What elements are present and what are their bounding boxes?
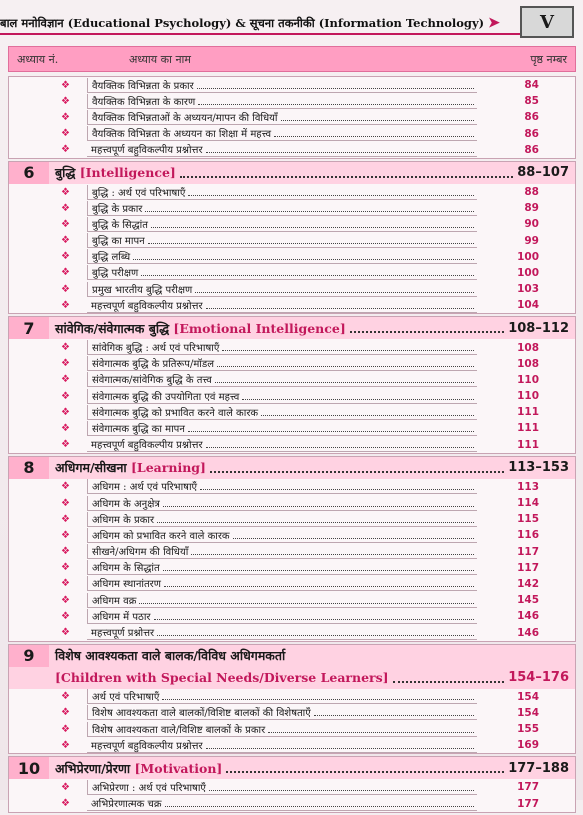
chapter-subtitle-row — [9, 667, 575, 689]
diamond-bullet-icon: ❖ — [61, 739, 70, 751]
toc-entry — [9, 184, 575, 200]
toc-entry — [9, 281, 575, 297]
diamond-bullet-icon: ❖ — [61, 186, 70, 198]
dot-leader — [145, 204, 474, 212]
dot-leader — [261, 408, 474, 416]
chapter-item-list — [9, 479, 575, 641]
chapter-title-english: [Learning] — [131, 460, 206, 476]
toc-entry-page: 115 — [517, 513, 539, 526]
toc-entry-box — [87, 705, 477, 720]
toc-entry-page: 145 — [517, 594, 539, 607]
chapter-title-hindi: सांवेगिक/संवेगात्मक बुद्धि — [55, 320, 170, 336]
chapter-number: 10 — [9, 757, 49, 779]
chapter-number: 7 — [9, 317, 49, 339]
intro-item-list — [9, 77, 575, 158]
diamond-bullet-icon: ❖ — [61, 79, 70, 91]
toc-entry-box — [87, 738, 477, 753]
toc-entry-label: संवेगात्मक/सांवेगिक बुद्धि के तत्त्व — [92, 375, 212, 387]
toc-entry-box — [87, 185, 477, 200]
chapter-page-range: 88–107 — [517, 165, 569, 181]
toc-entry — [9, 437, 575, 453]
toc-entry-page: 114 — [517, 497, 539, 510]
toc-entry-box — [87, 576, 477, 591]
toc-entry-label: महत्त्वपूर्ण बहुविकल्पीय प्रश्नोत्तर — [91, 440, 203, 452]
page-number-badge: V — [520, 6, 574, 38]
toc-entry-label: सीखने/अधिगम की विधियाँ — [92, 547, 189, 559]
toc-entry-label: संवेगात्मक बुद्धि के प्रतिरूप/मॉडल — [92, 359, 215, 371]
toc-entry — [9, 249, 575, 265]
toc-entry-page: 88 — [524, 186, 539, 199]
toc-entry — [9, 126, 575, 142]
toc-entry — [9, 608, 575, 624]
diamond-bullet-icon: ❖ — [61, 497, 70, 509]
diamond-bullet-icon: ❖ — [61, 374, 70, 386]
col-chapter-name: अध्याय का नाम — [129, 52, 191, 66]
diamond-bullet-icon: ❖ — [61, 202, 70, 214]
toc-entry-box — [87, 593, 477, 608]
chapter-section — [8, 756, 576, 812]
diamond-bullet-icon: ❖ — [61, 299, 70, 311]
toc-entry-box — [87, 689, 477, 704]
toc-entry-box — [87, 142, 477, 157]
toc-entry-label: बुद्धि परीक्षण — [92, 268, 139, 280]
dot-leader — [139, 596, 474, 604]
dot-leader — [180, 168, 513, 178]
toc-entry-page: 108 — [517, 341, 539, 354]
diamond-bullet-icon: ❖ — [61, 594, 70, 606]
toc-entry-label: बुद्धि : अर्थ एवं परिभाषाएँ — [92, 187, 186, 199]
dot-leader — [157, 628, 474, 636]
chapter-title-english: [Motivation] — [134, 760, 223, 776]
toc-entry — [9, 233, 575, 249]
toc-entry-page: 110 — [517, 390, 539, 403]
toc-entry-label: अभिप्रेरणात्मक चक्र — [91, 799, 162, 811]
dot-leader — [188, 424, 474, 432]
diamond-bullet-icon: ❖ — [61, 578, 70, 590]
diamond-bullet-icon: ❖ — [61, 406, 70, 418]
toc-entry — [9, 737, 575, 753]
toc-entry — [9, 200, 575, 216]
toc-entry-box — [87, 201, 477, 216]
diamond-bullet-icon: ❖ — [61, 342, 70, 354]
chapter-title — [49, 647, 285, 664]
toc-entry-page: 89 — [524, 202, 539, 215]
chapter-title — [49, 459, 206, 476]
toc-entry-label: अधिगम के प्रकार — [92, 514, 155, 526]
toc-entry-page: 85 — [524, 95, 539, 108]
dot-leader — [188, 188, 474, 196]
toc-entry-label: महत्त्वपूर्ण बहुविकल्पीय प्रश्नोत्तर — [91, 740, 203, 752]
toc-entry-box — [87, 340, 477, 355]
dot-leader — [393, 673, 505, 683]
toc-entry-page: 110 — [517, 373, 539, 386]
toc-entry-label: वैयक्तिक विभिन्नताओं के अध्ययन/मापन की विधियाँ — [92, 112, 278, 124]
toc-entry-label: अभिप्रेरणा : अर्थ एवं परिभाषाएँ — [92, 782, 206, 794]
toc-entry — [9, 544, 575, 560]
header-rule — [0, 33, 520, 35]
toc-entry-box — [87, 110, 477, 125]
toc-entry-page: 84 — [524, 79, 539, 92]
toc-entry-page: 177 — [517, 781, 539, 794]
chapter-heading — [9, 162, 575, 184]
toc-entry-label: अधिगम को प्रभावित करने वाले कारक — [92, 530, 230, 542]
toc-entry — [9, 511, 575, 527]
toc-entry-label: अधिगम के सिद्धांत — [92, 563, 160, 575]
toc-entry — [9, 592, 575, 608]
toc-entry-label: प्रमुख भारतीय बुद्धि परीक्षण — [92, 284, 193, 296]
dot-leader — [268, 725, 474, 733]
toc-entry — [9, 576, 575, 592]
diamond-bullet-icon: ❖ — [61, 422, 70, 434]
dot-leader — [133, 252, 474, 260]
toc-entry — [9, 356, 575, 372]
toc-entry — [9, 624, 575, 640]
chapter-item-list — [9, 339, 575, 452]
chapter-number: 9 — [9, 645, 49, 667]
dot-leader — [164, 579, 474, 587]
toc-entry-box — [87, 233, 477, 248]
dot-leader — [154, 612, 475, 620]
dot-leader — [162, 692, 474, 700]
toc-entry — [9, 77, 575, 93]
toc-entry-label: अधिगम : अर्थ एवं परिभाषाएँ — [92, 482, 198, 494]
dot-leader — [206, 741, 474, 749]
toc-entry-label: बुद्धि लब्धि — [92, 252, 131, 264]
toc-entry-box — [87, 298, 477, 313]
toc-entry-box — [87, 560, 477, 575]
toc-entry-page: 90 — [524, 218, 539, 231]
column-header-band — [8, 46, 576, 72]
chapter-title-english: [Emotional Intelligence] — [173, 320, 346, 336]
chapter-title — [49, 164, 176, 181]
toc-entry-page: 99 — [524, 234, 539, 247]
diamond-bullet-icon: ❖ — [61, 251, 70, 263]
dot-leader — [350, 323, 504, 333]
diamond-bullet-icon: ❖ — [61, 529, 70, 541]
chapter-title — [49, 320, 346, 337]
chapter-number: 8 — [9, 457, 49, 479]
chapter-section — [8, 644, 576, 755]
dot-leader — [210, 463, 504, 473]
toc-entry-box — [87, 405, 477, 420]
toc-entry-box — [87, 249, 477, 264]
dot-leader — [226, 763, 504, 773]
toc-entry-box — [87, 265, 477, 280]
dot-leader — [191, 547, 474, 555]
diamond-bullet-icon: ❖ — [61, 546, 70, 558]
running-header-title: बाल मनोविज्ञान (Educational Psychology) & सूचना तकनीकी (Information Technology) — [0, 15, 485, 30]
toc-entry-label: बुद्धि के सिद्धांत — [92, 219, 148, 231]
toc-entry-box — [87, 78, 477, 93]
diamond-bullet-icon: ❖ — [61, 144, 70, 156]
dot-leader — [206, 145, 474, 153]
chapter-title — [49, 760, 222, 777]
diamond-bullet-icon: ❖ — [61, 723, 70, 735]
toc-entry-page: 104 — [517, 299, 539, 312]
toc-entry-page: 103 — [517, 283, 539, 296]
toc-entry — [9, 560, 575, 576]
running-header — [0, 10, 520, 36]
chapter-section — [8, 161, 576, 315]
toc-entry — [9, 779, 575, 795]
diamond-bullet-icon: ❖ — [61, 283, 70, 295]
diamond-bullet-icon: ❖ — [61, 781, 70, 793]
chapter-item-list — [9, 184, 575, 314]
dot-leader — [148, 236, 474, 244]
diamond-bullet-icon: ❖ — [61, 481, 70, 493]
diamond-bullet-icon: ❖ — [61, 128, 70, 140]
dot-leader — [242, 392, 474, 400]
toc-entry — [9, 265, 575, 281]
toc-entry — [9, 388, 575, 404]
toc-entry — [9, 404, 575, 420]
toc-entry-page: 86 — [524, 143, 539, 156]
toc-entry-page: 116 — [517, 529, 539, 542]
toc-entry-label: महत्त्वपूर्ण प्रश्नोत्तर — [91, 628, 155, 640]
chapter-title-english: [Children with Special Needs/Diverse Learners] — [55, 670, 389, 686]
toc-entry — [9, 705, 575, 721]
chapter-item-list — [9, 689, 575, 754]
dot-leader — [206, 301, 474, 309]
dot-leader — [151, 220, 474, 228]
toc-entry-box — [87, 94, 477, 109]
toc-entry-box — [87, 437, 477, 452]
toc-entry-label: वैयक्तिक विभिन्नता के प्रकार — [92, 80, 194, 92]
table-of-contents — [8, 76, 576, 815]
toc-entry-label: वैयक्तिक विभिन्नता के कारण — [92, 96, 196, 108]
toc-entry — [9, 420, 575, 436]
toc-entry-page: 154 — [517, 690, 539, 703]
col-page-no: पृष्ठ नम्बर — [530, 52, 567, 66]
chapter-page-range: 113–153 — [508, 460, 569, 476]
toc-entry-box — [87, 512, 477, 527]
toc-entry-page: 113 — [517, 480, 539, 493]
toc-entry-box — [87, 356, 477, 371]
dot-leader — [215, 375, 474, 383]
toc-entry — [9, 216, 575, 232]
toc-entry-label: अर्थ एवं परिभाषाएँ — [92, 692, 160, 704]
diamond-bullet-icon: ❖ — [61, 95, 70, 107]
chapter-heading — [9, 757, 575, 779]
toc-entry — [9, 479, 575, 495]
toc-entry-page: 86 — [524, 111, 539, 124]
toc-entry — [9, 93, 575, 109]
diamond-bullet-icon: ❖ — [61, 267, 70, 279]
toc-entry — [9, 721, 575, 737]
toc-entry — [9, 495, 575, 511]
dot-leader — [197, 81, 474, 89]
toc-entry — [9, 689, 575, 705]
toc-entry-box — [87, 722, 477, 737]
chapter-page-range: 177–188 — [508, 760, 569, 776]
diamond-bullet-icon: ❖ — [61, 390, 70, 402]
dot-leader — [222, 343, 474, 351]
diamond-bullet-icon: ❖ — [61, 798, 70, 810]
toc-entry-box — [87, 625, 477, 640]
toc-entry-page: 177 — [517, 797, 539, 810]
dot-leader — [141, 268, 474, 276]
toc-entry — [9, 109, 575, 125]
toc-entry-page: 154 — [517, 706, 539, 719]
toc-entry-box — [87, 609, 477, 624]
toc-entry-page: 142 — [517, 577, 539, 590]
dot-leader — [157, 515, 474, 523]
toc-entry — [9, 796, 575, 812]
diamond-bullet-icon: ❖ — [61, 111, 70, 123]
toc-entry-box — [87, 528, 477, 543]
toc-entry — [9, 297, 575, 313]
toc-entry-page: 86 — [524, 127, 539, 140]
diamond-bullet-icon: ❖ — [61, 627, 70, 639]
toc-entry-label: अधिगम वक्र — [92, 595, 137, 607]
toc-entry-box — [87, 544, 477, 559]
toc-entry-page: 111 — [517, 422, 539, 435]
chapter-title-english: [Intelligence] — [79, 165, 176, 181]
dot-leader — [209, 783, 474, 791]
toc-entry-box — [87, 282, 477, 297]
dot-leader — [165, 799, 474, 807]
toc-entry-box — [87, 796, 477, 811]
toc-entry-label: महत्त्वपूर्ण बहुविकल्पीय प्रश्नोत्तर — [91, 300, 203, 312]
diamond-bullet-icon: ❖ — [61, 358, 70, 370]
toc-entry — [9, 527, 575, 543]
chapter-title-hindi: बुद्धि — [55, 165, 76, 181]
chapter-title-hindi: अभिप्रेरणा/प्रेरणा — [55, 760, 131, 776]
dot-leader — [281, 113, 474, 121]
chapter-title-hindi: विशेष आवश्यकता वाले बालक/विविध अधिगमकर्ता — [55, 648, 286, 664]
chapter-page-range: 108–112 — [508, 320, 569, 336]
toc-entry-box — [87, 496, 477, 511]
toc-entry-label: महत्त्वपूर्ण बहुविकल्पीय प्रश्नोत्तर — [91, 145, 203, 157]
toc-entry-box — [87, 421, 477, 436]
toc-entry-page: 155 — [517, 723, 539, 736]
chapter-heading — [9, 317, 575, 339]
toc-entry — [9, 142, 575, 158]
dot-leader — [163, 563, 474, 571]
toc-entry-label: अधिगम के अनुक्षेत्र — [92, 498, 160, 510]
toc-entry-box — [87, 780, 477, 795]
diamond-bullet-icon: ❖ — [61, 218, 70, 230]
toc-entry-label: अधिगम में पठार — [92, 611, 151, 623]
chapter-section — [8, 316, 576, 453]
toc-entry-box — [87, 126, 477, 141]
chapter-section — [8, 456, 576, 642]
chapter-heading — [9, 457, 575, 479]
toc-entry-box — [87, 389, 477, 404]
dot-leader — [314, 708, 474, 716]
diamond-bullet-icon: ❖ — [61, 707, 70, 719]
dot-leader — [217, 359, 474, 367]
dot-leader — [200, 482, 474, 490]
toc-entry — [9, 339, 575, 355]
toc-entry-page: 146 — [517, 626, 539, 639]
diamond-bullet-icon: ❖ — [61, 691, 70, 703]
toc-entry-page: 108 — [517, 357, 539, 370]
diamond-bullet-icon: ❖ — [61, 439, 70, 451]
chapter-title-hindi: अधिगम/सीखना — [55, 460, 127, 476]
diamond-bullet-icon: ❖ — [61, 610, 70, 622]
toc-entry-box — [87, 372, 477, 387]
toc-entry-box — [87, 217, 477, 232]
toc-entry-page: 169 — [517, 739, 539, 752]
chapter-heading — [9, 645, 575, 667]
col-chapter-no: अध्याय नं. — [17, 52, 59, 66]
toc-entry-label: विशेष आवश्यकता वाले/विशिष्ट बालकों के प्रकार — [92, 724, 266, 736]
arrow-right-icon: ➤ — [488, 15, 500, 31]
chapter-item-list — [9, 779, 575, 811]
toc-entry-page: 146 — [517, 610, 539, 623]
toc-entry-page: 111 — [517, 438, 539, 451]
dot-leader — [198, 97, 474, 105]
toc-entry-box — [87, 479, 477, 494]
diamond-bullet-icon: ❖ — [61, 235, 70, 247]
dot-leader — [206, 440, 474, 448]
diamond-bullet-icon: ❖ — [61, 513, 70, 525]
dot-leader — [163, 499, 474, 507]
toc-entry-label: संवेगात्मक बुद्धि का मापन — [92, 423, 185, 435]
toc-entry-label: अधिगम स्थानांतरण — [92, 579, 161, 591]
toc-entry-label: वैयक्तिक विभिन्नता के अध्ययन का शिक्षा में महत्त्व — [92, 129, 272, 141]
toc-entry-page: 117 — [517, 561, 539, 574]
dot-leader — [233, 531, 474, 539]
toc-entry-label: बुद्धि के प्रकार — [92, 203, 143, 215]
toc-entry-page: 100 — [517, 266, 539, 279]
intro-section — [8, 76, 576, 159]
toc-entry-label: संवेगात्मक बुद्धि को प्रभावित करने वाले कारक — [92, 407, 259, 419]
toc-entry-page: 111 — [517, 406, 539, 419]
dot-leader — [195, 285, 474, 293]
diamond-bullet-icon: ❖ — [61, 562, 70, 574]
toc-entry-page: 100 — [517, 250, 539, 263]
dot-leader — [274, 129, 474, 137]
chapter-number: 6 — [9, 162, 49, 184]
toc-entry-page: 117 — [517, 545, 539, 558]
toc-entry-label: बुद्धि का मापन — [92, 236, 145, 248]
toc-entry-label: संवेगात्मक बुद्धि की उपयोगिता एवं महत्त्व — [92, 391, 240, 403]
toc-entry-label: सांवेगिक बुद्धि : अर्थ एवं परिभाषाएँ — [92, 343, 220, 355]
toc-entry-label: विशेष आवश्यकता वाले बालकों/विशिष्ट बालकों की विशेषताएँ — [92, 708, 311, 720]
toc-entry — [9, 372, 575, 388]
chapter-page-range: 154–176 — [508, 670, 569, 686]
